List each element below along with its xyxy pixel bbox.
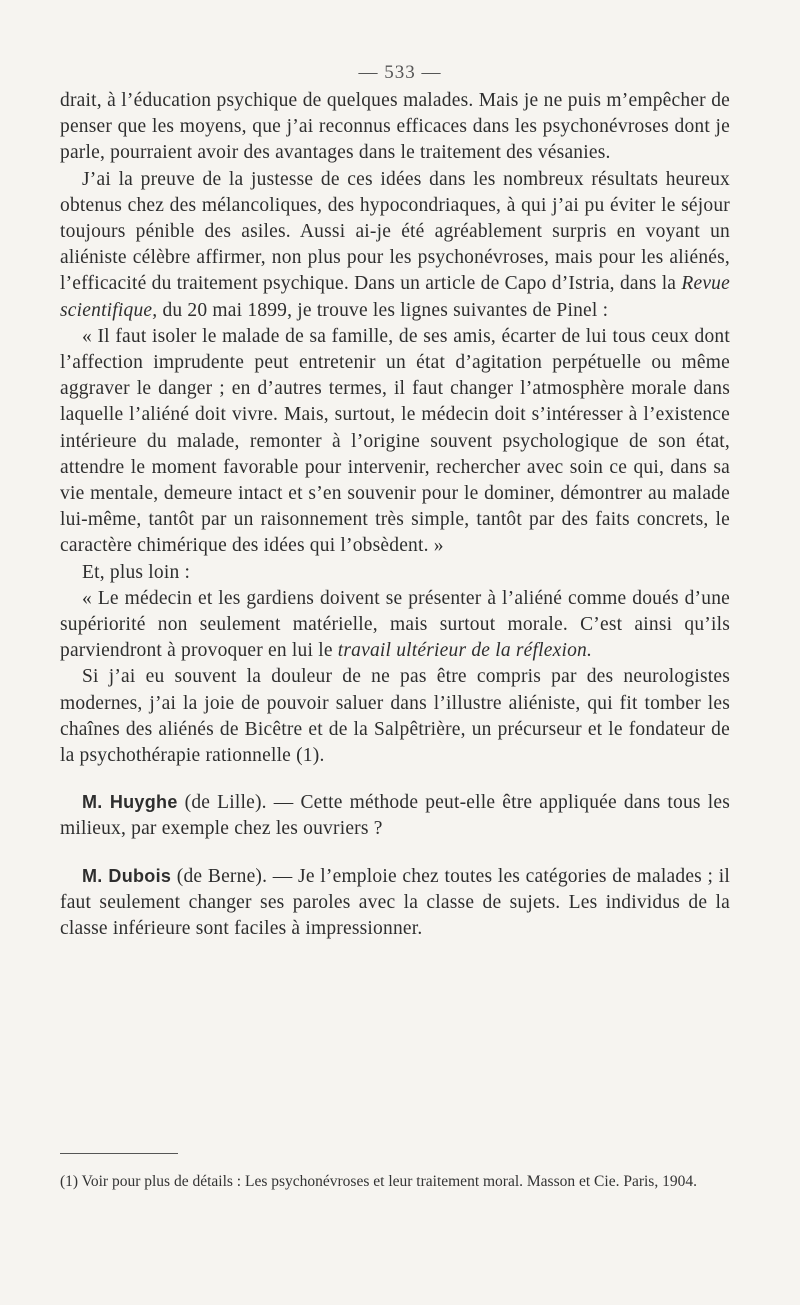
footnote-rule bbox=[60, 1153, 178, 1154]
paragraph-conclusion: Si j’ai eu souvent la douleur de ne pas être compris par des neurologistes modernes, j’ai la joie de pouvoir saluer dans l’illustre aliéniste, qui fit tomber les chaînes des aliénés de Bicêtre et de la Salpêtrière, un précurseur et le fondateur de la psychothérapie rationnelle (1). bbox=[60, 666, 730, 767]
journal-title: Revue scientifique, bbox=[60, 273, 730, 321]
page-number: — 533 — bbox=[358, 62, 442, 83]
emphasis-phrase: travail ultérieur de la réflexion. bbox=[337, 640, 593, 662]
pinel-quote-2: « Le médecin et les gardiens doivent se présenter à l’aliéné comme doués d’une supériorité non seulement matérielle, mais surtout morale. C’est ainsi qu’ils parviendront à provoquer en lui le travail ultérieur de la réflexion. bbox=[60, 587, 730, 662]
pinel-quote-1: « Il faut isoler le malade de sa famille, de ses amis, écarter de lui tous ceux dont l’affection imprudente peut entretenir un état d’agitation perpétuelle ou même aggraver le danger ; en d’autres termes, il faut changer l’atmosphère morale dans laquelle l’aliéné doit vivre. Mais, surtout, le médecin doit s’intéresser à l’existence intérieure du malade, remonter à l’origine souvent psychologique de son état, attendre le moment favorable pour intervenir, rechercher avec soin ce qui, dans sa vie mentale, demeure intact et s’en souvenir pour le dominer, démontrer au malade lui-même, tantôt par un raisonnement très simple, tantôt par des faits concrets, le caractère chimérique des idées qui l’obsèdent. » bbox=[60, 325, 730, 557]
speaker-huyghe: M. Huyghe (de Lille). — Cette méthode peut-elle être appliquée dans tous les milieux, par exemple chez les ouvriers ? bbox=[60, 792, 730, 840]
speaker-dubois: M. Dubois (de Berne). — Je l’emploie chez toutes les catégories de malades ; il faut seulement changer ses paroles avec la classe de sujets. Les individus de la classe inférieure sont faciles à impressionner. bbox=[60, 865, 730, 940]
paragraph-pinel-intro: J’ai la preuve de la justesse de ces idées dans les nombreux résultats heureux obtenus chez des mélancoliques, des hypocondriaques, à qui j’ai pu éviter le séjour toujours pénible des asiles. Aussi ai-je été agréablement surpris en voyant un aliéniste célèbre affirmer, non plus pour les psychonévroses, mais pour les aliénés, l’efficacité du traitement psychique. Dans un article de Capo d’Istria, dans la Revue scientifique, du 20 mai 1899, je trouve les lignes suivantes de Pinel : bbox=[60, 168, 730, 321]
footnote: (1) Voir pour plus de détails : Les psychonévroses et leur traitement moral. Masson et Cie. Paris, 1904. bbox=[60, 1173, 697, 1190]
body-text bbox=[60, 88, 730, 942]
speaker-name: M. Huyghe bbox=[82, 792, 178, 813]
paragraph-plus-loin: Et, plus loin : bbox=[82, 561, 191, 583]
paragraph-continuation: drait, à l’éducation psychique de quelques malades. Mais je ne puis m’empêcher de penser que les moyens, que j’ai reconnus efficaces dans les psychonévroses dont je parle, pourraient avoir des avantages dans le traitement des vésanies. bbox=[60, 90, 730, 164]
speaker-name: M. Dubois bbox=[82, 865, 172, 886]
